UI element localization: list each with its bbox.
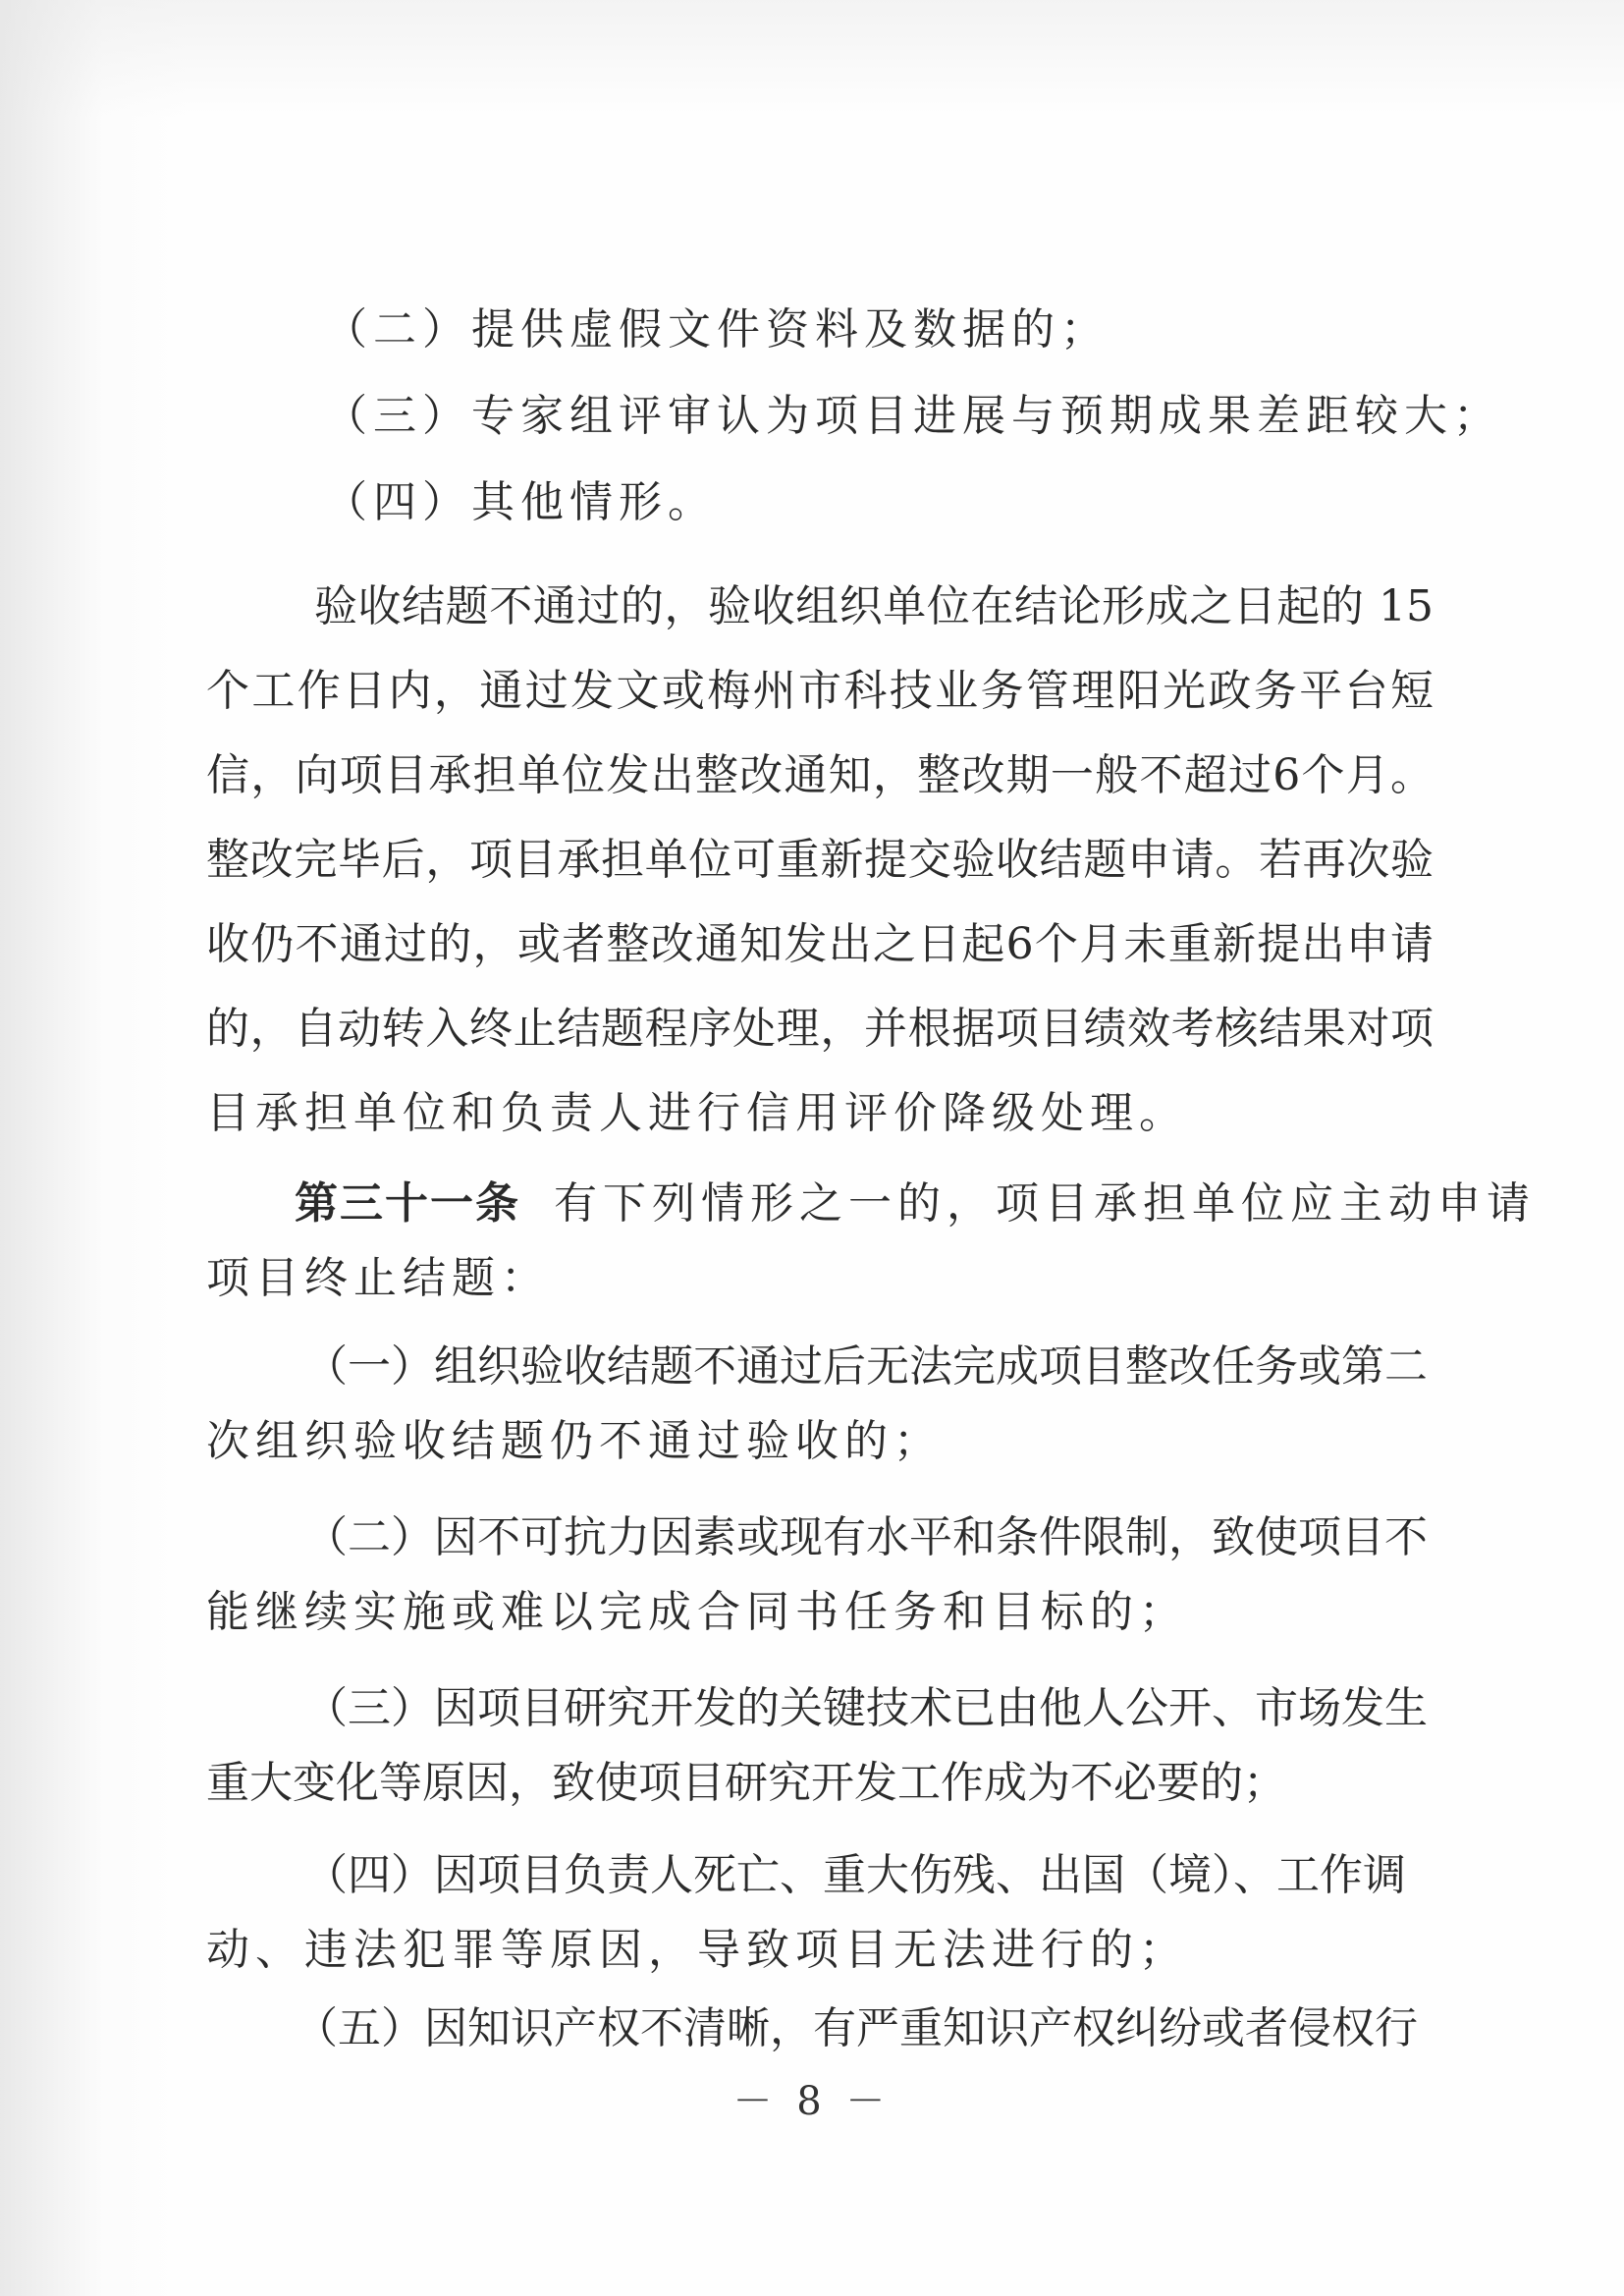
paragraph-line: 信，向项目承担单位发出整改通知，整改期一般不超过6个月。: [206, 750, 1434, 800]
list-item-line: （五）因知识产权不清晰，有严重知识产权纠纷或者侵权行: [295, 2003, 1418, 2053]
list-item-line: （四）因项目负责人死亡、重大伤残、出国（境）、工作调: [304, 1850, 1406, 1900]
list-item-line: （一）组织验收结题不通过后无法完成项目整改任务或第二: [304, 1341, 1428, 1392]
article-heading-line: [295, 1169, 1536, 1239]
paragraph-line: 验收结题不通过的，验收组织单位在结论形成之日起的 15: [314, 581, 1434, 631]
article-label: 第三十一条: [295, 1178, 520, 1229]
paragraph-line: 项目终止结题：: [206, 1253, 550, 1303]
page-number: － 8 －: [732, 2079, 892, 2124]
scan-shadow-top: [0, 0, 1624, 118]
paragraph-line: （二）提供虚假文件资料及数据的；: [324, 304, 1110, 355]
paragraph-line: 的，自动转入终止结题程序处理，并根据项目绩效考核结果对项: [206, 1004, 1434, 1054]
paragraph-line: （三）专家组评审认为项目进展与预期成果差距较大；: [324, 391, 1502, 441]
paragraph-line: 目承担单位和负责人进行信用评价降级处理。: [206, 1088, 1188, 1138]
paragraph-line: （四）其他情形。: [324, 477, 717, 527]
paragraph-line: 个工作日内，通过发文或梅州市科技业务管理阳光政务平台短: [206, 666, 1434, 716]
article-text: 有下列情形之一的，项目承担单位应主动申请: [554, 1178, 1536, 1229]
list-item-line: 重大变化等原因，致使项目研究开发工作成为不必要的；: [206, 1758, 1286, 1808]
paragraph-line: 收仍不通过的，或者整改通知发出之日起6个月未重新提出申请: [206, 919, 1434, 969]
list-item-line: 能继续实施或难以完成合同书任务和目标的；: [206, 1587, 1188, 1637]
list-item-line: 次组织验收结题仍不通过验收的；: [206, 1416, 943, 1466]
list-item-line: （二）因不可抗力因素或现有水平和条件限制，致使项目不: [304, 1512, 1428, 1562]
list-item-line: 动、违法犯罪等原因，导致项目无法进行的；: [206, 1925, 1188, 1975]
list-item-line: （三）因项目研究开发的关键技术已由他人公开、市场发生: [304, 1683, 1428, 1733]
scan-shadow-left: [0, 0, 187, 2296]
paragraph-line: 整改完毕后，项目承担单位可重新提交验收结题申请。若再次验: [206, 835, 1434, 885]
